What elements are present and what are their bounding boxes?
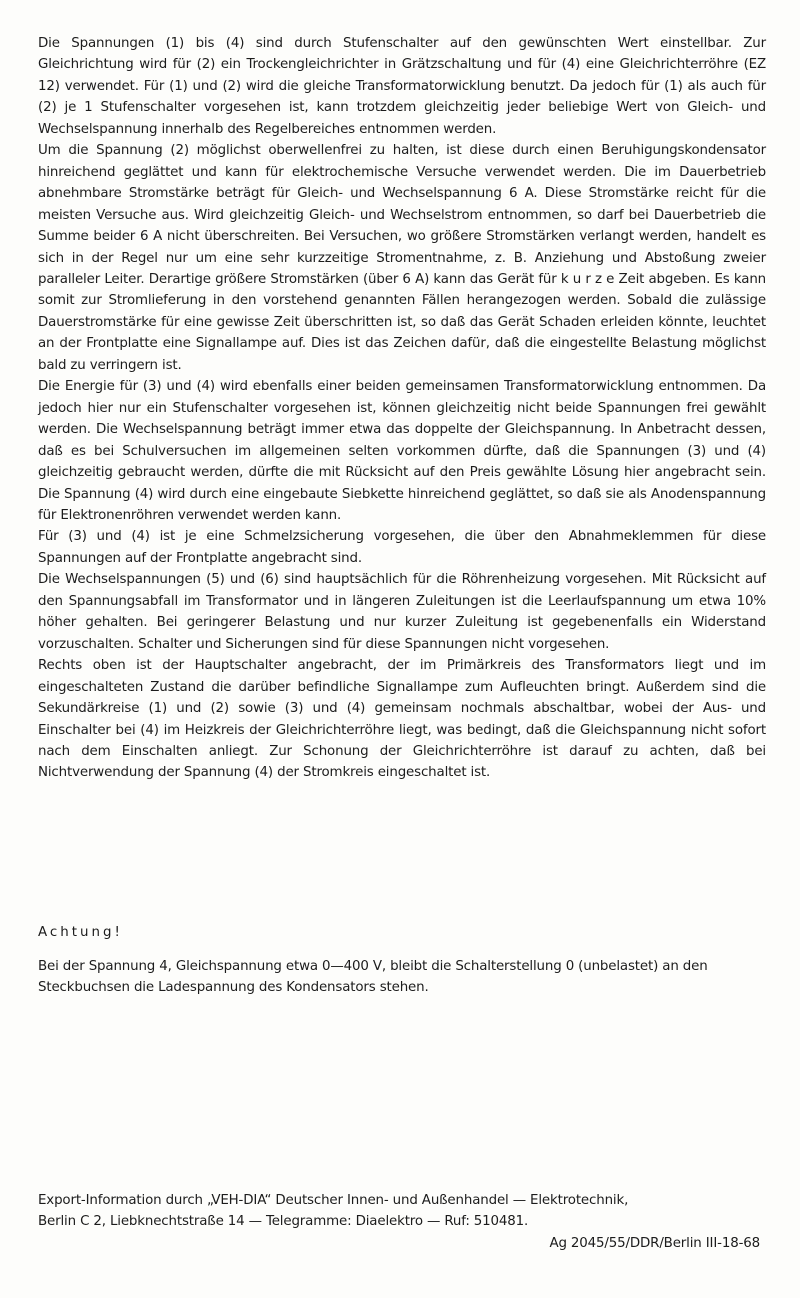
paragraph-main-switch: Rechts oben ist der Hauptschalter angebracht, der im Primärkreis des Transformators liegt und im eingeschalteten Zustand die darüber befindliche Signallampe zum Aufleuchten bringt. Außerdem sind die Sekundärkreise (1) und (2) sowie (3) und (4) gemeinsam nochmals abschaltbar, wobei der Aus- und Einschalter bei (4) im Heizkreis der Gleichrichterröhre liegt, was bedingt, daß die Gleichspannung nicht sofort nach dem Einschalten anliegt. Zur Schonung der Gleichrichterröhre ist darauf zu achten, daß bei Nichtverwendung der Spannung (4) der Stromkreis eingeschaltet ist.	[38, 658, 766, 781]
paragraph-voltage-settings: Die Spannungen (1) bis (4) sind durch Stufenschalter auf den gewünschten Wert einstellbar. Zur Gleichrichtung wird für (2) ein Trockengleichrichter in Grätzschaltung und für (4) eine Gleichrichterröhre (EZ 12) verwendet. Für (1) und (2) wird die gleiche Transformatorwicklung benutzt. Da jedoch für (1) als auch für (2) je 1 Stufenschalter vorgesehen ist, kann trotzdem gleichzeitig jeder beliebige Wert von Gleich- und Wechselspannung innerhalb des Regelbereiches entnommen werden.	[38, 36, 766, 137]
body-text	[38, 33, 766, 784]
footer-code: Ag 2045/55/DDR/Berlin III-18-68	[549, 1235, 760, 1251]
paragraph-energy-3-4: Die Energie für (3) und (4) wird ebenfalls einer beiden gemeinsamen Transformatorwicklung entnommen. Da jedoch hier nur ein Stufenschalter vorgesehen ist, können gleichzeitig nicht beide Spannungen frei gewählt werden. Die Wechselspannung beträgt immer etwa das doppelte der Gleichspannung. In Anbetracht dessen, daß es bei Schulversuchen im allgemeinen selten vorkommen dürfte, daß die Spannungen (3) und (4) gleichzeitig gebraucht werden, dürfte die mit Rücksicht auf den Preis gewählte Lösung hier angebracht sein. Die Spannung (4) wird durch eine eingebaute Siebkette hinreichend geglättet, so daß sie als Anodenspannung für Elektronenröhren verwendet werden kann.	[38, 379, 766, 523]
paragraph-fuses: Für (3) und (4) ist je eine Schmelzsicherung vorgesehen, die über den Abnahmeklemmen für diese Spannungen auf der Frontplatte angebracht sind.	[38, 529, 766, 566]
warning-text: Bei der Spannung 4, Gleichspannung etwa 0—400 V, bleibt die Schalterstellung 0 (unbelastet) an den Steckbuchsen die Ladespannung des Kondensators stehen.	[38, 959, 708, 996]
footer	[38, 1190, 762, 1254]
paragraph-ac-voltages: Die Wechselspannungen (5) und (6) sind hauptsächlich für die Röhrenheizung vorgesehen. Mit Rücksicht auf den Spannungsabfall im Transformator und in längeren Zuleitungen ist die Leerlaufspannung um etwa 10% höher gehalten. Bei geringerer Belastung und nur kurzer Zuleitung ist gegebenenfalls ein Widerstand vorzuschalten. Schalter und Sicherungen sind für diese Spannungen nicht vorgesehen.	[38, 572, 766, 652]
footer-line-1: Export-Information durch „VEH-DIA“ Deutscher Innen- und Außenhandel — Elektrotechnik,	[38, 1193, 629, 1208]
footer-line-2: Berlin C 2, Liebknechtstraße 14 — Telegramme: Diaelektro — Ruf: 510481.	[38, 1214, 529, 1230]
warning-heading: Achtung!	[38, 925, 123, 940]
paragraph-current-limits: Um die Spannung (2) möglichst oberwellenfrei zu halten, ist diese durch einen Beruhigungskondensator hinreichend geglättet und kann für elektrochemische Versuche verwendet werden. Die im Dauerbetrieb abnehmbare Stromstärke beträgt für Gleich- und Wechselspannung 6 A. Diese Stromstärke reicht für die meisten Versuche aus. Wird gleichzeitig Gleich- und Wechselstrom entnommen, so darf bei Dauerbetrieb die Summe beider 6 A nicht überschreiten. Bei Versuchen, wo größere Stromstärken verlangt werden, handelt es sich in der Regel nur um eine sehr kurzzeitige Stromentnahme, z. B. Anziehung und Abstoßung zweier paralleler Leiter. Derartige größere Stromstärken (über 6 A) kann das Gerät für k u r z e Zeit abgeben. Es kann somit zur Stromlieferung in den vorstehend genannten Fällen herangezogen werden. Sobald die zulässige Dauerstromstärke für eine gewisse Zeit überschritten ist, so daß das Gerät Schaden erleiden könnte, leuchtet an der Frontplatte eine Signallampe auf. Dies ist das Zeichen dafür, daß die eingestellte Belastung möglichst bald zu verringern ist.	[38, 143, 766, 373]
